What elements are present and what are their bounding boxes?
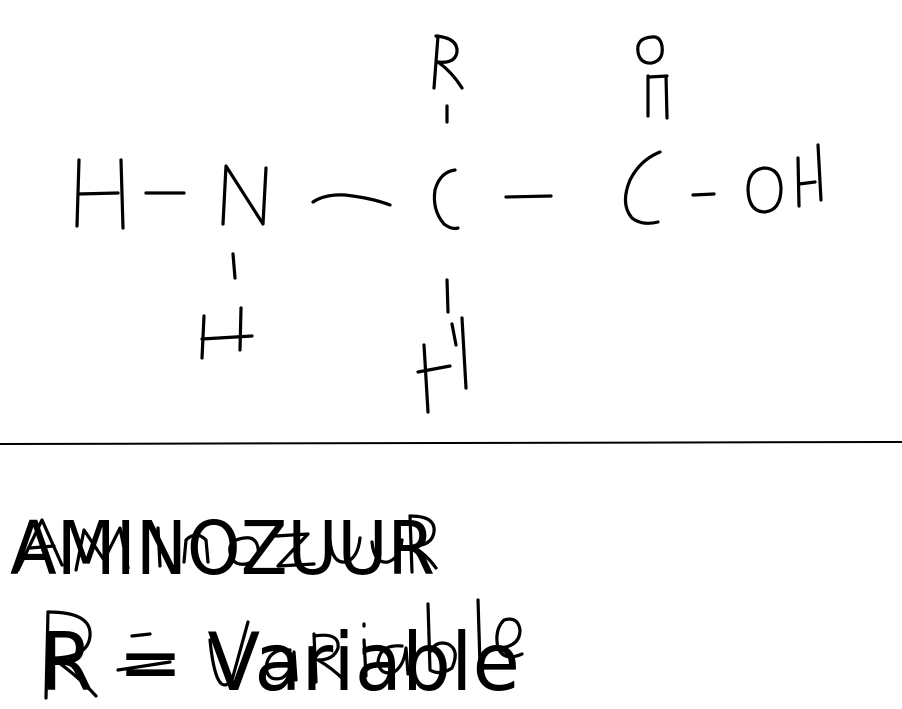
bond-n-c (313, 195, 390, 205)
divider-line (0, 442, 902, 444)
atom-h-on-n (202, 308, 252, 358)
atom-c-alpha (434, 170, 458, 229)
atom-o-double (638, 37, 663, 63)
atom-h-left (77, 160, 123, 228)
atom-oh (748, 145, 821, 212)
caption-title: AMINOZUUR (10, 506, 435, 592)
atom-r (434, 36, 462, 88)
bond-c-c (506, 196, 551, 197)
bond-n-h (233, 254, 235, 278)
atom-n (223, 166, 266, 224)
structural-formula (77, 36, 821, 412)
bond-c-h (447, 280, 448, 312)
atom-h-on-c (418, 318, 466, 412)
double-bond-o-c (648, 76, 667, 118)
caption (10, 506, 522, 709)
atom-c-carboxyl (625, 152, 660, 223)
bond-c-oh (693, 194, 714, 195)
caption-definition: R = Variable (40, 616, 520, 709)
